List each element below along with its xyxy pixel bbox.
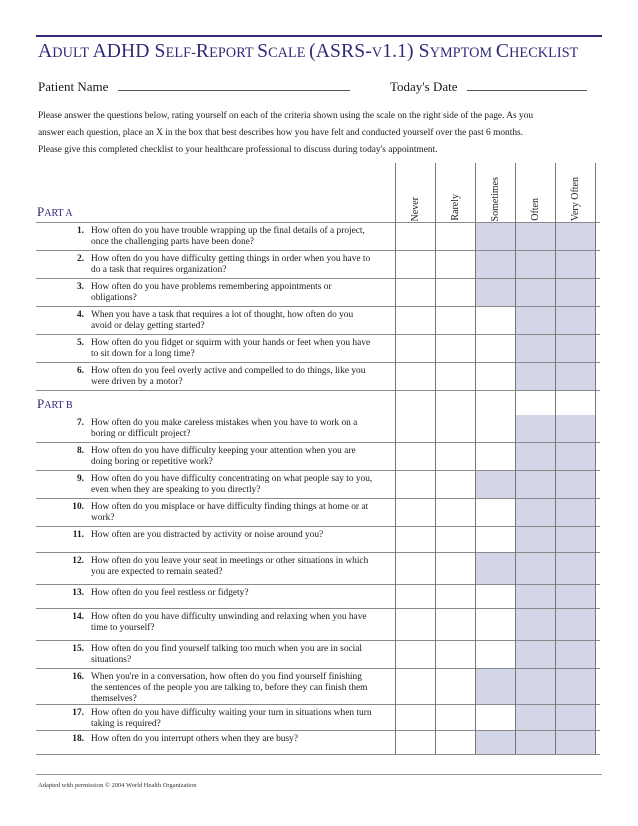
- instructions: [38, 108, 606, 159]
- title-fragment: YMPTOM: [429, 45, 496, 61]
- title-fragment: R: [195, 41, 210, 62]
- answer-box-often[interactable]: [515, 415, 555, 442]
- question-number: 4.: [76, 310, 84, 320]
- question-number: 5.: [76, 338, 84, 348]
- answer-box-very-often[interactable]: [555, 669, 595, 704]
- title-fragment: DULT: [52, 45, 93, 61]
- answer-box-often[interactable]: [515, 363, 555, 390]
- answer-box-never[interactable]: [395, 553, 435, 584]
- answer-box-often[interactable]: [515, 553, 555, 584]
- answer-box-rarely[interactable]: [435, 279, 475, 306]
- question-text: How often do you feel restless or fidgety?: [91, 588, 249, 598]
- answer-box-never[interactable]: [395, 279, 435, 306]
- top-rule: [36, 35, 602, 37]
- answer-box-very-often[interactable]: [555, 443, 595, 470]
- patient-name-field[interactable]: [38, 79, 350, 95]
- column-header-rarely: [435, 165, 475, 221]
- answer-box-often[interactable]: [515, 731, 555, 754]
- answer-box-rarely[interactable]: [435, 527, 475, 552]
- answer-box-very-often[interactable]: [555, 585, 595, 608]
- question-number: 3.: [76, 282, 84, 292]
- column-divider: [435, 163, 436, 754]
- answer-box-never[interactable]: [395, 443, 435, 470]
- question-text: When you have a task that requires a lot of thought, how often do you avoid or delay getting started?: [91, 310, 354, 331]
- question-number: 2.: [76, 254, 84, 264]
- answer-box-very-often[interactable]: [555, 279, 595, 306]
- answer-box-never[interactable]: [395, 471, 435, 498]
- answer-box-sometimes[interactable]: [475, 363, 515, 390]
- column-header-never: [395, 165, 435, 221]
- answer-box-sometimes[interactable]: [475, 335, 515, 362]
- answer-box-sometimes[interactable]: [475, 553, 515, 584]
- answer-box-rarely[interactable]: [435, 499, 475, 526]
- answer-box-sometimes[interactable]: [475, 731, 515, 754]
- question-text: How often do you have difficulty waiting your turn in situations when turn taking is required?: [91, 708, 372, 729]
- column-header-label: Very Often: [569, 176, 581, 221]
- part-b-initial: P: [37, 396, 45, 411]
- part-b-rest: ART B: [44, 400, 73, 411]
- column-divider: [475, 163, 476, 754]
- answer-box-sometimes[interactable]: [475, 415, 515, 442]
- answer-box-rarely[interactable]: [435, 307, 475, 334]
- answer-box-rarely[interactable]: [435, 335, 475, 362]
- answer-box-often[interactable]: [515, 471, 555, 498]
- patient-name-blank[interactable]: [118, 80, 350, 91]
- question-number: 13.: [72, 588, 84, 598]
- answer-box-never[interactable]: [395, 527, 435, 552]
- question-text: How often do you interrupt others when they are busy?: [91, 734, 298, 744]
- question-number: 10.: [72, 502, 84, 512]
- question-number: 17.: [72, 708, 84, 718]
- answer-box-sometimes[interactable]: [475, 585, 515, 608]
- answer-box-often[interactable]: [515, 527, 555, 552]
- instructions-line: Please answer the questions below, rating yourself on each of the criteria shown using the scale on the right side of the page. As you: [38, 111, 534, 121]
- answer-box-sometimes[interactable]: [475, 471, 515, 498]
- patient-name-label: Patient Name: [38, 79, 109, 94]
- part-a-heading: [37, 204, 73, 220]
- column-header-label: Rarely: [449, 194, 461, 221]
- part-a-rest: ART A: [44, 208, 73, 219]
- bottom-rule: [36, 774, 602, 775]
- question-text: How often do you have trouble wrapping up the final details of a project, once the challenging parts have been done?: [91, 226, 365, 247]
- answer-box-very-often[interactable]: [555, 471, 595, 498]
- answer-box-rarely[interactable]: [435, 609, 475, 640]
- answer-box-rarely[interactable]: [435, 223, 475, 250]
- part-b-heading: [37, 396, 73, 412]
- answer-box-rarely[interactable]: [435, 471, 475, 498]
- answer-box-very-often[interactable]: [555, 609, 595, 640]
- column-divider: [555, 163, 556, 754]
- question-text: How often do you have difficulty concentrating on what people say to you, even when they are speaking to you directly?: [91, 474, 373, 495]
- answer-box-often[interactable]: [515, 443, 555, 470]
- title-fragment: ADHD S: [92, 41, 166, 62]
- question-text: How often do you leave your seat in meetings or other situations in which you are expected to remain seated?: [91, 556, 369, 577]
- answer-box-rarely[interactable]: [435, 641, 475, 668]
- answer-box-very-often[interactable]: [555, 223, 595, 250]
- answer-box-very-often[interactable]: [555, 527, 595, 552]
- answer-box-never[interactable]: [395, 307, 435, 334]
- answer-box-very-often[interactable]: [555, 363, 595, 390]
- title-fragment: EPORT: [209, 45, 258, 61]
- todays-date-field[interactable]: [390, 79, 587, 95]
- answer-box-often[interactable]: [515, 609, 555, 640]
- answer-box-never[interactable]: [395, 641, 435, 668]
- question-number: 12.: [72, 556, 84, 566]
- answer-box-sometimes[interactable]: [475, 223, 515, 250]
- todays-date-label: Today's Date: [390, 79, 458, 94]
- answer-box-rarely[interactable]: [435, 669, 475, 704]
- answer-box-often[interactable]: [515, 223, 555, 250]
- answer-box-rarely[interactable]: [435, 443, 475, 470]
- title-fragment: (ASRS-: [309, 41, 372, 62]
- answer-box-never[interactable]: [395, 415, 435, 442]
- column-header-sometimes: [475, 165, 515, 221]
- title-fragment: HECKLIST: [509, 45, 579, 61]
- answer-box-sometimes[interactable]: [475, 251, 515, 278]
- answer-box-very-often[interactable]: [555, 307, 595, 334]
- answer-box-rarely[interactable]: [435, 553, 475, 584]
- column-header-label: Often: [529, 198, 541, 221]
- answer-box-often[interactable]: [515, 499, 555, 526]
- column-divider: [395, 163, 396, 754]
- answer-box-sometimes[interactable]: [475, 705, 515, 730]
- answer-box-sometimes[interactable]: [475, 279, 515, 306]
- question-text: How often do you fidget or squirm with your hands or feet when you have to sit down for a long time?: [91, 338, 371, 359]
- question-text: When you're in a conversation, how often do you find yourself finishing the sentences of the people you are talking to, before they can finish them themselves?: [91, 672, 368, 704]
- answer-box-rarely[interactable]: [435, 585, 475, 608]
- answer-box-never[interactable]: [395, 669, 435, 704]
- answer-box-often[interactable]: [515, 307, 555, 334]
- question-text: How often do you have difficulty keeping your attention when you are doing boring or repetitive work?: [91, 446, 356, 467]
- answer-box-very-often[interactable]: [555, 499, 595, 526]
- question-number: 16.: [72, 672, 84, 682]
- answer-box-never[interactable]: [395, 705, 435, 730]
- answer-box-very-often[interactable]: [555, 731, 595, 754]
- column-divider: [515, 163, 516, 754]
- answer-box-often[interactable]: [515, 251, 555, 278]
- answer-box-never[interactable]: [395, 585, 435, 608]
- answer-box-often[interactable]: [515, 669, 555, 704]
- question-text: How often do you find yourself talking too much when you are in social situations?: [91, 644, 363, 665]
- title-fragment: CALE: [268, 45, 310, 61]
- answer-box-very-often[interactable]: [555, 335, 595, 362]
- question-number: 11.: [72, 530, 84, 540]
- answer-box-rarely[interactable]: [435, 415, 475, 442]
- footer-credit: Adapted with permission © 2004 World Health Organization: [38, 782, 197, 789]
- table-rule: [36, 754, 600, 755]
- answer-box-never[interactable]: [395, 609, 435, 640]
- question-text: How often do you have difficulty unwinding and relaxing when you have time to yourself?: [91, 612, 367, 633]
- answer-box-never[interactable]: [395, 499, 435, 526]
- answer-box-never[interactable]: [395, 223, 435, 250]
- answer-box-sometimes[interactable]: [475, 443, 515, 470]
- answer-box-sometimes[interactable]: [475, 669, 515, 704]
- title-fragment: A: [38, 41, 53, 62]
- column-header-label: Sometimes: [489, 176, 501, 221]
- question-number: 18.: [72, 734, 84, 744]
- column-header-often: [515, 165, 555, 221]
- answer-box-sometimes[interactable]: [475, 609, 515, 640]
- title-fragment: S: [257, 41, 269, 62]
- title-fragment: V: [371, 45, 383, 61]
- question-text: How often do you make careless mistakes when you have to work on a boring or difficult project?: [91, 418, 358, 439]
- answer-box-very-often[interactable]: [555, 705, 595, 730]
- answer-box-sometimes[interactable]: [475, 307, 515, 334]
- answer-box-very-often[interactable]: [555, 553, 595, 584]
- instructions-line: answer each question, place an X in the box that best describes how you have felt and conducted yourself over the past 6 months.: [38, 128, 524, 138]
- question-number: 1.: [76, 226, 84, 236]
- answer-box-never[interactable]: [395, 251, 435, 278]
- part-a-initial: P: [37, 204, 45, 219]
- page-title: [38, 41, 604, 63]
- title-fragment: C: [495, 41, 510, 62]
- answer-box-very-often[interactable]: [555, 641, 595, 668]
- todays-date-blank[interactable]: [467, 80, 587, 91]
- answer-box-often[interactable]: [515, 705, 555, 730]
- answer-box-rarely[interactable]: [435, 251, 475, 278]
- answer-box-often[interactable]: [515, 335, 555, 362]
- question-text: How often are you distracted by activity or noise around you?: [91, 530, 324, 540]
- question-number: 15.: [72, 644, 84, 654]
- answer-box-rarely[interactable]: [435, 731, 475, 754]
- title-fragment: ELF-: [165, 45, 196, 61]
- answer-box-rarely[interactable]: [435, 705, 475, 730]
- question-text: How often do you feel overly active and compelled to do things, like you were driven by a motor?: [91, 366, 366, 387]
- answer-box-never[interactable]: [395, 731, 435, 754]
- answer-box-often[interactable]: [515, 585, 555, 608]
- answer-box-very-often[interactable]: [555, 415, 595, 442]
- question-number: 6.: [76, 366, 84, 376]
- instructions-line: Please give this completed checklist to your healthcare professional to discuss during today's appointment.: [38, 145, 438, 155]
- column-header-label: Never: [409, 196, 421, 221]
- answer-box-sometimes[interactable]: [475, 641, 515, 668]
- question-text: How often do you have difficulty getting things in order when you have to do a task that requires organization?: [91, 254, 371, 275]
- answer-box-never[interactable]: [395, 335, 435, 362]
- answer-box-sometimes[interactable]: [475, 527, 515, 552]
- question-text: How often do you have problems remembering appointments or obligations?: [91, 282, 332, 303]
- column-header-very-often: [555, 165, 595, 221]
- answer-box-rarely[interactable]: [435, 363, 475, 390]
- question-number: 7.: [76, 418, 84, 428]
- answer-box-never[interactable]: [395, 363, 435, 390]
- question-number: 14.: [72, 612, 84, 622]
- question-text: How often do you misplace or have difficulty finding things at home or at work?: [91, 502, 369, 523]
- question-number: 9.: [76, 474, 84, 484]
- answer-box-often[interactable]: [515, 641, 555, 668]
- column-divider: [595, 163, 596, 754]
- answer-box-often[interactable]: [515, 279, 555, 306]
- title-fragment: 1.1) S: [382, 41, 430, 62]
- answer-box-sometimes[interactable]: [475, 499, 515, 526]
- question-number: 8.: [76, 446, 84, 456]
- answer-box-very-often[interactable]: [555, 251, 595, 278]
